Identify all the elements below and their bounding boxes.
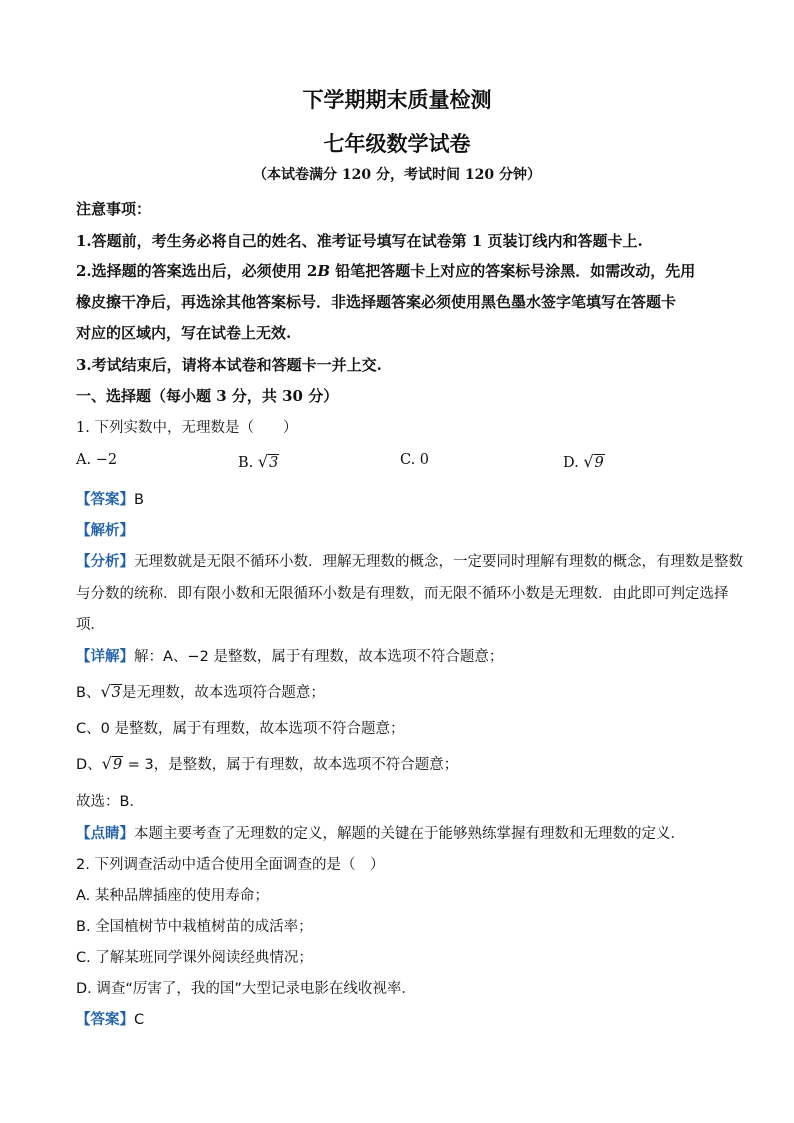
q1-detail-b: B、√3是无理数，故本选项符合题意； bbox=[76, 682, 325, 701]
sqrt-9-detail: √9 bbox=[101, 754, 123, 773]
q1-answer bbox=[76, 488, 144, 509]
q1-stem: 1. 下列实数中，无理数是（ ） bbox=[76, 420, 298, 436]
sqrt-9: √9 bbox=[583, 452, 604, 471]
notice-item-2-line-2: 橡皮擦干净后，再选涂其他答案标号．非选择题答案必须使用黑色墨水签字笔填写在答题卡 bbox=[76, 293, 677, 311]
exam-subtitle: 七年级数学试卷 bbox=[323, 131, 471, 156]
sqrt-3: √3 bbox=[257, 452, 279, 471]
q1-answer-value: B bbox=[134, 492, 144, 508]
notice-item-2-line-3: 对应的区域内，写在试卷上无效. bbox=[76, 324, 292, 342]
q2-stem: 2. 下列调查活动中适合使用全面调查的是（ ） bbox=[76, 857, 385, 873]
q2-option-a: A. 某种品牌插座的使用寿命； bbox=[76, 888, 269, 904]
comment-tag: 【点睛】 bbox=[76, 826, 134, 842]
q1-fenxi-line-1: 【分析】无理数就是无限不循环小数．理解无理数的概念，一定要同时理解有理数的概念，有理数是整数 bbox=[76, 554, 743, 570]
q1-comment: 【点睛】本题主要考查了无理数的定义，解题的关键在于能够熟练掌握有理数和无理数的定义． bbox=[76, 826, 685, 842]
q2-option-c: C. 了解某班同学课外阅读经典情况； bbox=[76, 950, 313, 966]
notice-item-2-part-b: 铅笔把答题卡上对应的答案标号涂黑．如需改动，先用 bbox=[330, 262, 696, 280]
fenxi-tag: 【分析】 bbox=[76, 554, 134, 570]
q2-option-d: D. 调查“厉害了，我的国”大型记录电影在线收视率． bbox=[76, 981, 416, 997]
q2-option-b: B. 全国植树节中栽植树苗的成活率； bbox=[76, 919, 313, 935]
q2-answer bbox=[76, 1008, 144, 1029]
notice-item-3: 3.考试结束后，请将本试卷和答题卡一并上交. bbox=[76, 356, 382, 374]
notice-item-1: 1.答题前，考生务必将自己的姓名、准考证号填写在试卷第 1 页装订线内和答题卡上. bbox=[76, 232, 643, 250]
q1-option-d-label: D. bbox=[563, 455, 579, 471]
sqrt-3-detail: √3 bbox=[100, 682, 121, 701]
q1-detail-d: D、√9 = 3，是整数，属于有理数，故本选项不符合题意； bbox=[76, 754, 459, 773]
q1-option-d bbox=[563, 452, 605, 471]
q1-analysis-tag: 【解析】 bbox=[76, 523, 134, 539]
q1-option-b-label: B. bbox=[238, 455, 254, 471]
detail-tag: 【详解】 bbox=[76, 649, 134, 665]
notice-item-2-b: B bbox=[317, 262, 331, 280]
q1-option-b bbox=[238, 452, 279, 471]
q1-detail-c: C、0 是整数，属于有理数，故本选项不符合题意； bbox=[76, 721, 405, 737]
q1-option-a: A. −2 bbox=[76, 452, 118, 468]
section-1-heading: 一、选择题（每小题 3 分，共 30 分） bbox=[76, 387, 339, 405]
q2-answer-value: C bbox=[134, 1012, 145, 1028]
notice-heading: 注意事项： bbox=[76, 200, 152, 218]
answer-tag: 【答案】 bbox=[76, 1012, 134, 1028]
q1-fenxi-line-3: 项． bbox=[76, 617, 105, 633]
exam-title: 下学期期末质量检测 bbox=[302, 87, 492, 112]
q1-fenxi-line-2: 与分数的统称．即有限小数和无限循环小数是有理数，而无限不循环小数是无理数．由此即可判定选择 bbox=[76, 586, 729, 602]
q1-option-c: C. 0 bbox=[400, 452, 430, 468]
exam-info: （本试卷满分 120 分，考试时间 120 分钟） bbox=[253, 167, 541, 183]
q1-detail-a: 【详解】解：A、−2 是整数，属于有理数，故本选项不符合题意； bbox=[76, 649, 504, 665]
answer-tag: 【答案】 bbox=[76, 492, 134, 508]
q1-choose: 故选：B． bbox=[76, 794, 144, 810]
notice-item-2 bbox=[76, 260, 695, 281]
notice-item-2-part-a: 2.选择题的答案选出后，必须使用 2 bbox=[76, 262, 318, 280]
